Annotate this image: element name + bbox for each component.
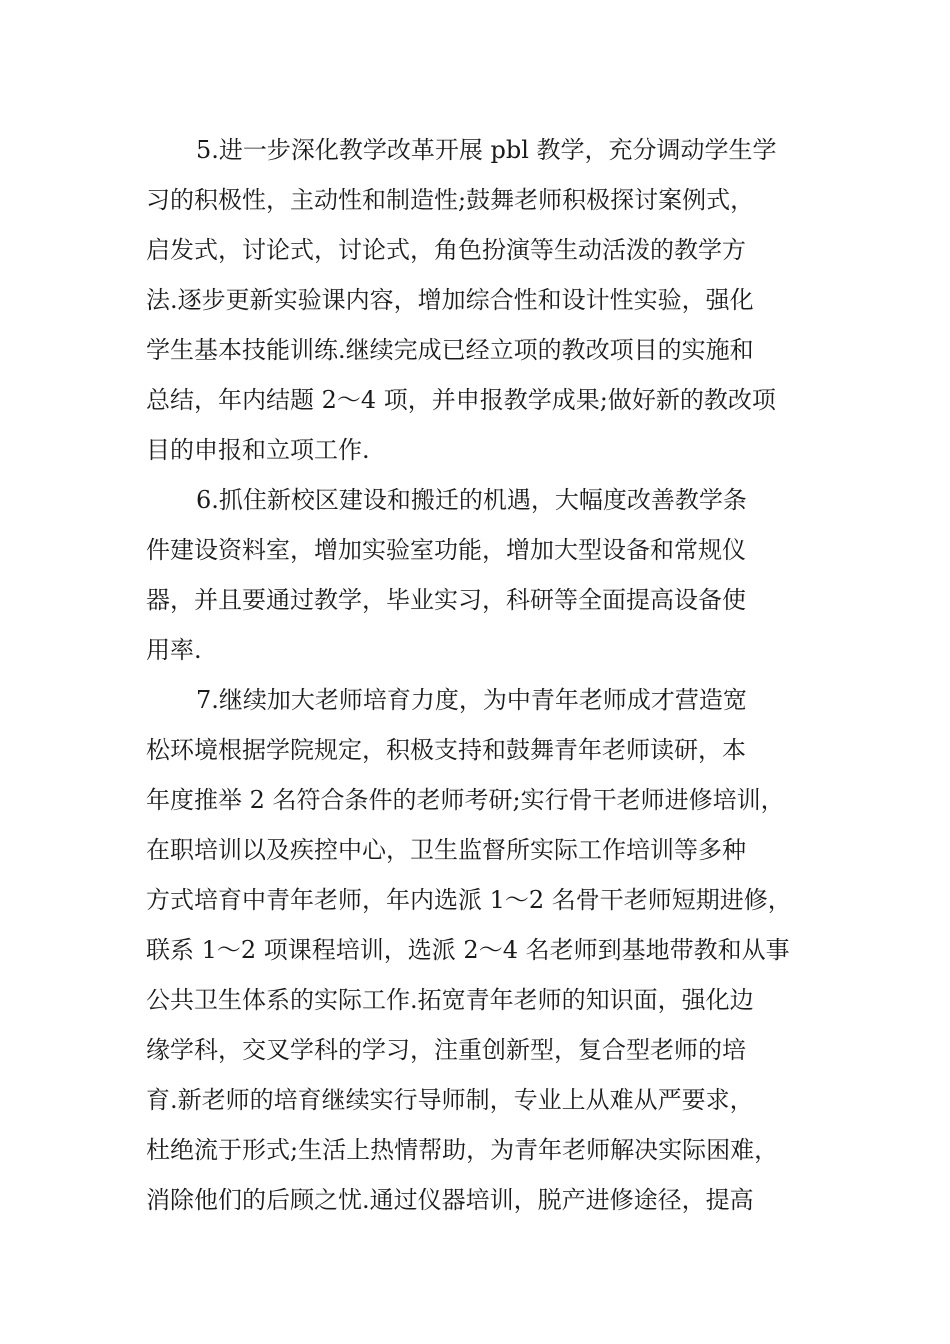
text-line: 6.抓住新校区建设和搬迁的机遇，大幅度改善教学条	[196, 486, 747, 514]
text-line: 联系 1～2 项课程培训，选派 2～4 名老师到基地带教和从事	[146, 936, 790, 964]
text-line: 7.继续加大老师培育力度，为中青年老师成才营造宽	[196, 686, 747, 714]
text-line: 育.新老师的培育继续实行导师制，专业上从难从严要求，	[146, 1086, 754, 1114]
text-line: 习的积极性，主动性和制造性;鼓舞老师积极探讨案例式，	[146, 186, 755, 214]
text-line: 年度推举 2 名符合条件的老师考研;实行骨干老师进修培训，	[146, 786, 785, 814]
text-line: 法.逐步更新实验课内容，增加综合性和设计性实验，强化	[146, 286, 754, 314]
text-line: 启发式，讨论式，讨论式，角色扮演等生动活泼的教学方	[146, 236, 746, 264]
text-line: 用率.	[146, 636, 202, 664]
text-line: 件建设资料室，增加实验室功能，增加大型设备和常规仪	[146, 536, 746, 564]
text-line: 在职培训以及疾控中心，卫生监督所实际工作培训等多种	[146, 836, 746, 864]
text-line: 杜绝流于形式;生活上热情帮助，为青年老师解决实际困难，	[146, 1136, 779, 1164]
text-line: 5.进一步深化教学改革开展 pbl 教学，充分调动学生学	[196, 136, 777, 164]
text-line: 方式培育中青年老师，年内选派 1～2 名骨干老师短期进修，	[146, 886, 792, 914]
text-line: 目的申报和立项工作.	[146, 436, 370, 464]
text-line: 公共卫生体系的实际工作.拓宽青年老师的知识面，强化边	[146, 986, 754, 1014]
text-line: 松环境根据学院规定，积极支持和鼓舞青年老师读研，本	[146, 736, 746, 764]
text-line: 学生基本技能训练.继续完成已经立项的教改项目的实施和	[146, 336, 754, 364]
text-line: 消除他们的后顾之忧.通过仪器培训，脱产进修途径，提高	[146, 1186, 754, 1214]
text-line: 总结，年内结题 2～4 项，并申报教学成果;做好新的教改项	[146, 386, 776, 414]
text-line: 器，并且要通过教学，毕业实习，科研等全面提高设备使	[146, 586, 746, 614]
text-line: 缘学科，交叉学科的学习，注重创新型，复合型老师的培	[146, 1036, 746, 1064]
